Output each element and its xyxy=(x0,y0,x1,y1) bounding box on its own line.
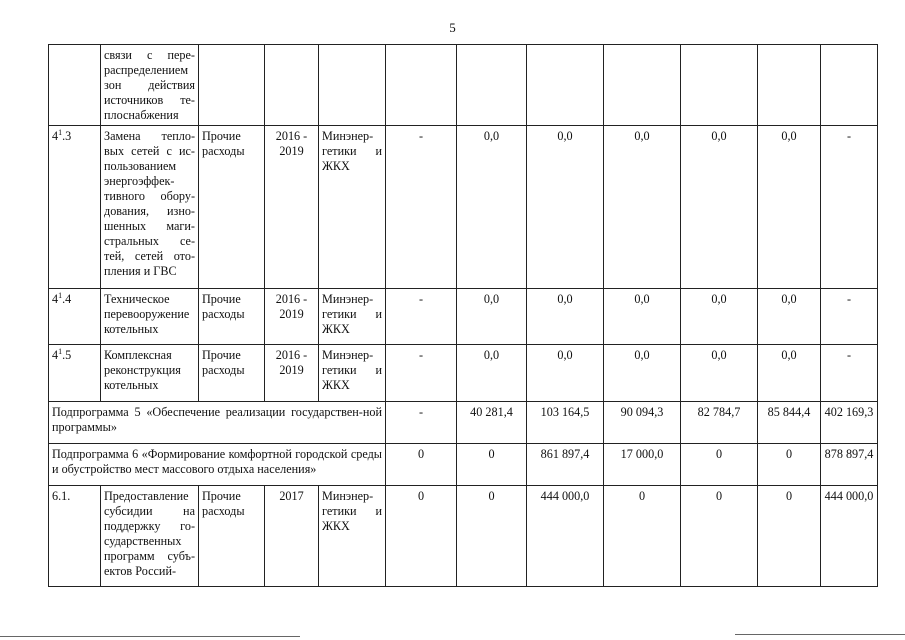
value-cell: 0,0 xyxy=(457,289,527,345)
row-number: 6.1. xyxy=(49,486,101,587)
row-number: $4^1.3$ xyxy=(49,126,101,289)
page-number: 5 xyxy=(449,20,456,35)
value-cell xyxy=(758,45,821,126)
value-cell: - xyxy=(821,126,878,289)
period: 2017 xyxy=(265,486,319,587)
value-cell: 17 000,0 xyxy=(604,444,681,486)
value-cell: - xyxy=(386,289,457,345)
value-cell: 0 xyxy=(681,486,758,587)
value-cell: 444 000,0 xyxy=(821,486,878,587)
executor xyxy=(319,45,386,126)
scan-edge-line xyxy=(0,636,300,637)
subprogram-title: Подпрограмма 6 «Формирование комфортной городской среды и обустройство мест массового отдыха населения» xyxy=(49,444,386,486)
value-cell: 0 xyxy=(386,486,457,587)
subprogram-title: Подпрограмма 5 «Обеспечение реализации государствен-ной программы» xyxy=(49,402,386,444)
table-row xyxy=(49,486,878,587)
table-row xyxy=(49,345,878,402)
value-cell xyxy=(821,45,878,126)
period: 2016 - 2019 xyxy=(265,126,319,289)
expense-type: Прочие расходы xyxy=(199,486,265,587)
value-cell xyxy=(527,45,604,126)
value-cell: 0 xyxy=(457,486,527,587)
expense-type: Прочие расходы xyxy=(199,289,265,345)
expense-type: Прочие расходы xyxy=(199,345,265,402)
value-cell: - xyxy=(821,345,878,402)
row-number: $4^1.5$ xyxy=(49,345,101,402)
executor: Минэнер-гетики и ЖКХ xyxy=(319,289,386,345)
value-cell: - xyxy=(386,402,457,444)
value-cell: 878 897,4 xyxy=(821,444,878,486)
value-cell: 0,0 xyxy=(758,126,821,289)
value-cell: 444 000,0 xyxy=(527,486,604,587)
expense-type: Прочие расходы xyxy=(199,126,265,289)
value-cell: 0,0 xyxy=(527,345,604,402)
row-number: $4^1.4$ xyxy=(49,289,101,345)
subprogram-row xyxy=(49,444,878,486)
measure-name: Комплексная реконструкция котельных xyxy=(101,345,199,402)
value-cell: 0,0 xyxy=(758,345,821,402)
measure-name: связи с пере-распределением зон действия источников те-плоснабжения xyxy=(101,45,199,126)
subprogram-row xyxy=(49,402,878,444)
table-row xyxy=(49,289,878,345)
value-cell xyxy=(457,45,527,126)
value-cell: 0 xyxy=(758,486,821,587)
value-cell: 0 xyxy=(457,444,527,486)
value-cell xyxy=(604,45,681,126)
value-cell: 0,0 xyxy=(681,345,758,402)
measure-name: Предоставление субсидии на поддержку го-сударственных программ субъ-ектов Россий- xyxy=(101,486,199,587)
value-cell: 0 xyxy=(758,444,821,486)
executor: Минэнер-гетики и ЖКХ xyxy=(319,126,386,289)
value-cell: 0 xyxy=(386,444,457,486)
value-cell: 402 169,3 xyxy=(821,402,878,444)
value-cell: 0,0 xyxy=(527,126,604,289)
executor: Минэнер-гетики и ЖКХ xyxy=(319,486,386,587)
value-cell: 0 xyxy=(604,486,681,587)
expense-type xyxy=(199,45,265,126)
measure-name: Техническое перевооружение котельных xyxy=(101,289,199,345)
value-cell: 861 897,4 xyxy=(527,444,604,486)
value-cell: - xyxy=(386,126,457,289)
value-cell: 0,0 xyxy=(604,126,681,289)
table-row xyxy=(49,45,878,126)
value-cell: 0,0 xyxy=(457,126,527,289)
table-row xyxy=(49,126,878,289)
scan-edge-line xyxy=(735,634,905,635)
value-cell: 0,0 xyxy=(457,345,527,402)
budget-table xyxy=(48,44,878,587)
value-cell: 0,0 xyxy=(758,289,821,345)
value-cell: 85 844,4 xyxy=(758,402,821,444)
value-cell: 103 164,5 xyxy=(527,402,604,444)
value-cell: 0 xyxy=(681,444,758,486)
value-cell: - xyxy=(386,345,457,402)
value-cell: 40 281,4 xyxy=(457,402,527,444)
measure-name: Замена тепло-вых сетей с ис-пользованием энергоэффек-тивного обору-дования, изно-шенных маги-стральных се-тей, сетей ото-пления и ГВС xyxy=(101,126,199,289)
row-number xyxy=(49,45,101,126)
value-cell: 0,0 xyxy=(604,289,681,345)
value-cell xyxy=(386,45,457,126)
executor: Минэнер-гетики и ЖКХ xyxy=(319,345,386,402)
period: 2016 - 2019 xyxy=(265,345,319,402)
value-cell: 0,0 xyxy=(681,289,758,345)
period: 2016 - 2019 xyxy=(265,289,319,345)
value-cell: 0,0 xyxy=(681,126,758,289)
value-cell: - xyxy=(821,289,878,345)
value-cell xyxy=(681,45,758,126)
value-cell: 0,0 xyxy=(604,345,681,402)
value-cell: 82 784,7 xyxy=(681,402,758,444)
value-cell: 0,0 xyxy=(527,289,604,345)
value-cell: 90 094,3 xyxy=(604,402,681,444)
period xyxy=(265,45,319,126)
